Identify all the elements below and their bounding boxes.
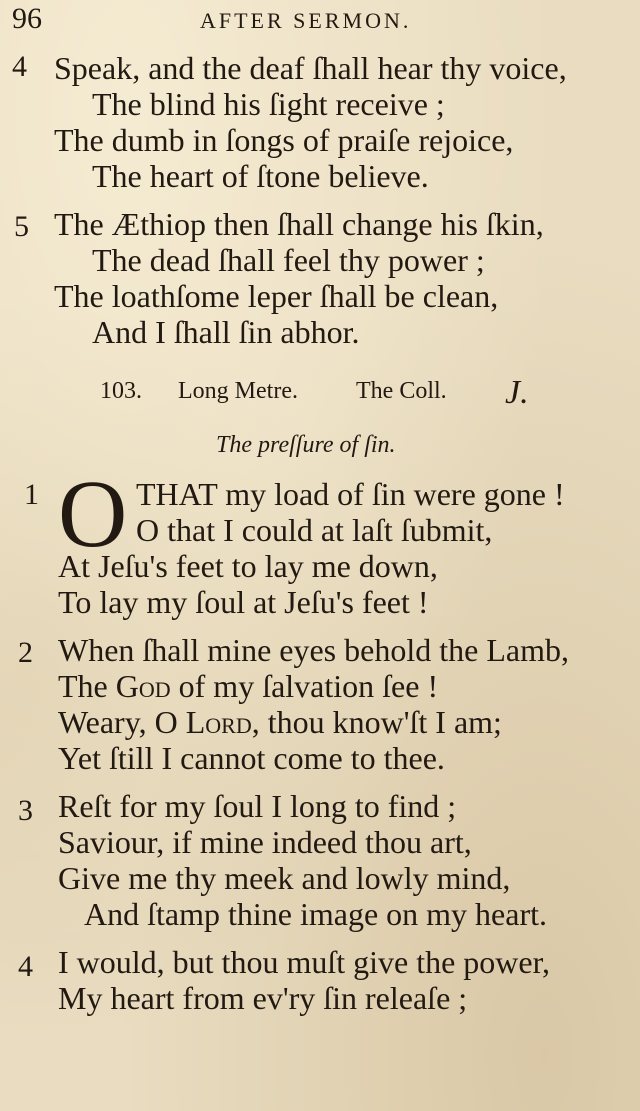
running-head: AFTER SERMON. xyxy=(200,8,412,33)
divine-name: God xyxy=(115,668,171,704)
verse-line: And ſtamp thine image on my heart. xyxy=(84,896,547,932)
verse-line xyxy=(58,668,438,704)
hymn-number: 103. xyxy=(100,378,142,404)
verse-line: O that I could at laſt ſubmit, xyxy=(136,512,493,548)
page-number: 96 xyxy=(12,2,42,35)
text-run: of my ſalvation ſee ! xyxy=(170,668,439,704)
stanza-number: 4 xyxy=(18,950,33,983)
verse-line: And I ſhall ſin abhor. xyxy=(92,314,360,350)
verse-line: At Jeſu's feet to lay me down, xyxy=(58,548,438,584)
verse-line: My heart from ev'ry ſin releaſe ; xyxy=(58,980,468,1016)
stanza-number: 4 xyxy=(12,50,27,83)
text-run: The xyxy=(58,668,116,704)
verse-line: I would, but thou muſt give the power, xyxy=(58,944,550,980)
page-header xyxy=(0,2,640,38)
verse-line xyxy=(58,704,502,740)
verse-line: The blind his ſight receive ; xyxy=(92,86,445,122)
stanza-number: 3 xyxy=(18,794,33,827)
verse-line: Saviour, if mine indeed thou art, xyxy=(58,824,472,860)
verse-line: Speak, and the deaf ſhall hear thy voice, xyxy=(54,50,567,86)
text-run: Weary, O xyxy=(58,704,186,740)
stanza-number: 1 xyxy=(24,478,39,511)
divine-name: Lord xyxy=(185,704,252,740)
verse-line: The Æthiop then ſhall change his ſkin, xyxy=(54,206,544,242)
verse-line: Reſt for my ſoul I long to find ; xyxy=(58,788,457,824)
verse-line: Yet ſtill I cannot come to thee. xyxy=(58,740,445,776)
verse-line: Give me thy meek and lowly mind, xyxy=(58,860,511,896)
hymn-metre: Long Metre. xyxy=(178,378,298,404)
verse-line: To lay my ſoul at Jeſu's feet ! xyxy=(58,584,429,620)
verse-line: The dead ſhall feel thy power ; xyxy=(92,242,485,278)
verse-line: The dumb in ſongs of praiſe rejoice, xyxy=(54,122,514,158)
verse-line: When ſhall mine eyes behold the Lamb, xyxy=(58,632,569,668)
verse-line: THAT my load of ſin were gone ! xyxy=(136,476,565,512)
drop-cap: O xyxy=(58,460,128,567)
hymn-subtitle: The preſſure of ſin. xyxy=(216,432,396,458)
hymn-tune: The Coll. xyxy=(356,378,447,404)
stanza-number: 5 xyxy=(14,210,29,243)
hymn-author: J. xyxy=(505,374,529,411)
stanza-number: 2 xyxy=(18,636,33,669)
verse-line: The loathſome leper ſhall be clean, xyxy=(54,278,499,314)
hymn-heading xyxy=(0,374,640,418)
verse-line: The heart of ſtone believe. xyxy=(92,158,429,194)
text-run: , thou know'ſt I am; xyxy=(251,704,502,740)
